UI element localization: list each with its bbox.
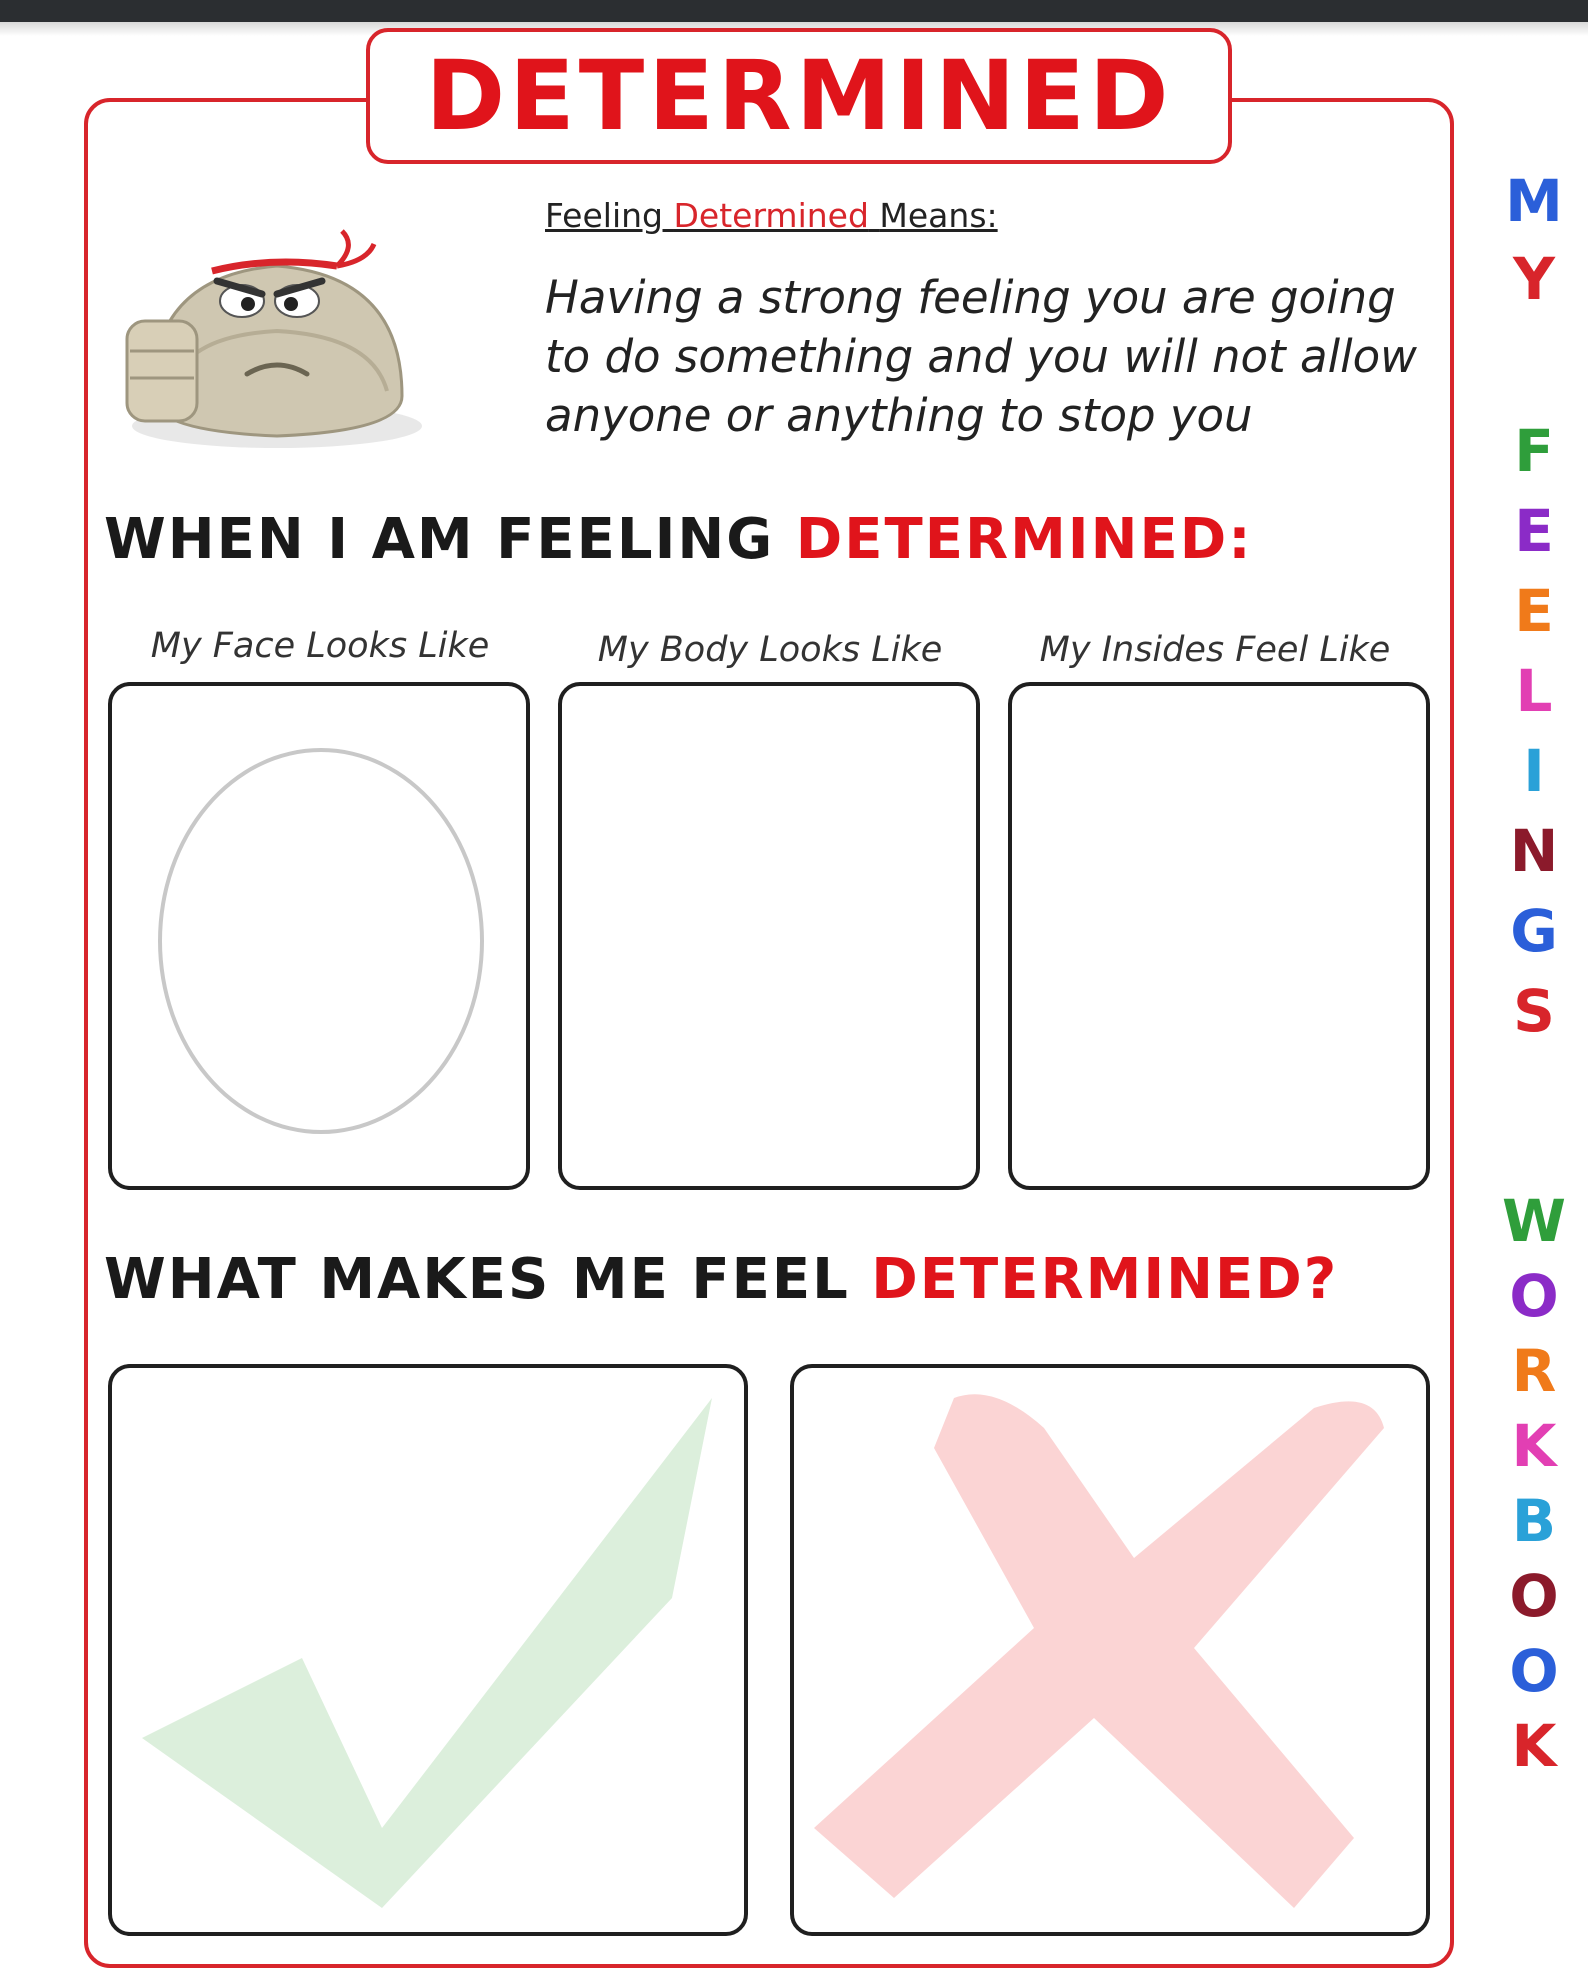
determined-blob-icon — [112, 226, 432, 456]
insides-label: My Insides Feel Like — [1039, 630, 1391, 670]
definition-heading-prefix: Feeling — [545, 196, 663, 235]
face-label: My Face Looks Like — [150, 626, 490, 666]
cross-mark-icon — [794, 1368, 1426, 1932]
side-title-letter: S — [1513, 977, 1555, 1045]
face-outline — [158, 748, 484, 1134]
side-title-letter: N — [1509, 817, 1559, 885]
definition-heading-emotion: Determined — [673, 196, 869, 235]
does-not-make-me-feel-box[interactable] — [790, 1364, 1430, 1936]
side-title-letter: E — [1514, 497, 1554, 565]
side-title-letter: E — [1514, 577, 1554, 645]
side-title-letter: R — [1511, 1337, 1557, 1405]
section-heading-what-prefix: WHAT MAKES ME FEEL — [104, 1247, 850, 1312]
side-title-letter: F — [1514, 417, 1554, 485]
page-title: DETERMINED — [425, 40, 1173, 152]
body-label: My Body Looks Like — [597, 630, 943, 670]
section-heading-what-emotion: DETERMINED? — [871, 1247, 1339, 1312]
side-title-letter: O — [1509, 1262, 1559, 1330]
top-bar — [0, 0, 1588, 22]
definition-heading-suffix: Means: — [879, 196, 998, 235]
check-mark-icon — [112, 1368, 744, 1932]
side-title-letter: L — [1515, 657, 1553, 725]
body-drawing-box[interactable] — [558, 682, 980, 1190]
side-title-letter: B — [1511, 1487, 1557, 1555]
section-heading-what — [104, 1247, 1339, 1312]
side-title-letter: K — [1511, 1712, 1557, 1780]
side-title-letter: I — [1523, 737, 1545, 805]
insides-drawing-box[interactable] — [1008, 682, 1430, 1190]
section-heading-when-prefix: WHEN I AM FEELING — [104, 507, 775, 572]
side-title-letter: Y — [1513, 245, 1555, 313]
definition-text: Having a strong feeling you are going to do something and you will not allow anyone or anything to stop you — [545, 271, 1417, 442]
face-drawing-box[interactable] — [108, 682, 530, 1190]
title-box — [366, 28, 1232, 164]
side-title-letter: G — [1510, 897, 1558, 965]
side-title-letter: M — [1505, 167, 1563, 235]
makes-me-feel-box[interactable] — [108, 1364, 748, 1936]
section-heading-when — [104, 507, 1253, 572]
section-heading-when-emotion: DETERMINED: — [795, 507, 1253, 572]
side-title-letter: O — [1509, 1637, 1559, 1705]
definition-heading — [545, 196, 998, 235]
side-title-letter: W — [1502, 1187, 1566, 1255]
side-title-letter: O — [1509, 1562, 1559, 1630]
side-title-letter: K — [1511, 1412, 1557, 1480]
